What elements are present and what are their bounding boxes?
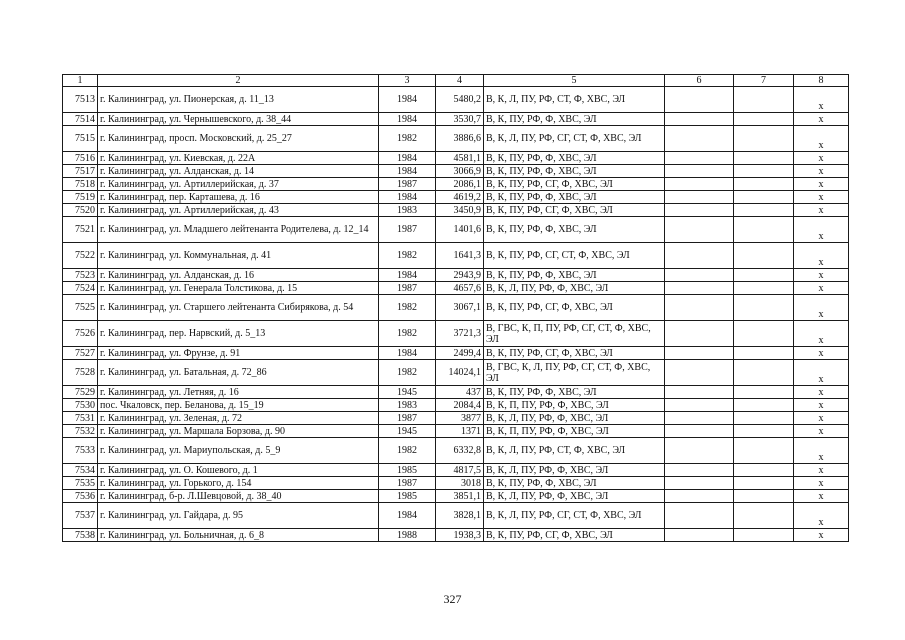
- header-cell: 3: [379, 75, 436, 87]
- area-cell: 1401,6: [436, 217, 484, 243]
- codes-cell: В, К, ПУ, РФ, СГ, Ф, ХВС, ЭЛ: [484, 204, 665, 217]
- column-8-cell: x: [794, 126, 849, 152]
- codes-cell: В, К, ПУ, РФ, Ф, ХВС, ЭЛ: [484, 165, 665, 178]
- column-7-cell: [734, 438, 794, 464]
- year-cell: 1984: [379, 87, 436, 113]
- column-8-cell: x: [794, 113, 849, 126]
- row-number: 7533: [63, 438, 98, 464]
- column-8-cell: x: [794, 347, 849, 360]
- column-6-cell: [665, 503, 734, 529]
- row-number: 7521: [63, 217, 98, 243]
- column-8-cell: x: [794, 152, 849, 165]
- area-cell: 1371: [436, 425, 484, 438]
- table-header-row: [63, 75, 849, 87]
- row-number: 7525: [63, 295, 98, 321]
- codes-cell: В, К, ПУ, РФ, СГ, Ф, ХВС, ЭЛ: [484, 295, 665, 321]
- area-cell: 6332,8: [436, 438, 484, 464]
- column-6-cell: [665, 412, 734, 425]
- codes-cell: В, К, Л, ПУ, РФ, Ф, ХВС, ЭЛ: [484, 490, 665, 503]
- codes-cell: В, К, Л, ПУ, РФ, Ф, ХВС, ЭЛ: [484, 412, 665, 425]
- column-7-cell: [734, 152, 794, 165]
- table-row: [63, 152, 849, 165]
- header-cell: 8: [794, 75, 849, 87]
- table-row: [63, 191, 849, 204]
- header-cell: 4: [436, 75, 484, 87]
- year-cell: 1982: [379, 126, 436, 152]
- codes-cell: В, К, ПУ, РФ, СГ, СТ, Ф, ХВС, ЭЛ: [484, 243, 665, 269]
- column-6-cell: [665, 321, 734, 347]
- column-6-cell: [665, 425, 734, 438]
- table-row: [63, 490, 849, 503]
- table-row: [63, 113, 849, 126]
- column-8-cell: x: [794, 217, 849, 243]
- address-cell: г. Калининград, ул. Горького, д. 154: [98, 477, 379, 490]
- column-7-cell: [734, 490, 794, 503]
- column-8-cell: x: [794, 464, 849, 477]
- area-cell: 2943,9: [436, 269, 484, 282]
- column-8-cell: x: [794, 386, 849, 399]
- page-number: 327: [443, 592, 462, 606]
- row-number: 7522: [63, 243, 98, 269]
- year-cell: 1945: [379, 425, 436, 438]
- column-6-cell: [665, 386, 734, 399]
- year-cell: 1982: [379, 438, 436, 464]
- row-number: 7514: [63, 113, 98, 126]
- table-row: [63, 178, 849, 191]
- table-row: [63, 503, 849, 529]
- codes-cell: В, К, Л, ПУ, РФ, СТ, Ф, ХВС, ЭЛ: [484, 438, 665, 464]
- area-cell: 1938,3: [436, 529, 484, 542]
- table-row: [63, 477, 849, 490]
- area-cell: 2084,4: [436, 399, 484, 412]
- row-number: 7537: [63, 503, 98, 529]
- column-7-cell: [734, 503, 794, 529]
- area-cell: 4657,6: [436, 282, 484, 295]
- column-6-cell: [665, 295, 734, 321]
- column-7-cell: [734, 165, 794, 178]
- year-cell: 1985: [379, 464, 436, 477]
- column-8-cell: x: [794, 269, 849, 282]
- year-cell: 1987: [379, 282, 436, 295]
- column-7-cell: [734, 282, 794, 295]
- column-6-cell: [665, 217, 734, 243]
- area-cell: 3066,9: [436, 165, 484, 178]
- codes-cell: В, К, ПУ, РФ, СГ, Ф, ХВС, ЭЛ: [484, 529, 665, 542]
- column-6-cell: [665, 191, 734, 204]
- column-8-cell: x: [794, 412, 849, 425]
- table-row: [63, 321, 849, 347]
- year-cell: 1987: [379, 477, 436, 490]
- codes-cell: В, К, Л, ПУ, РФ, Ф, ХВС, ЭЛ: [484, 282, 665, 295]
- address-cell: г. Калининград, ул. Алданская, д. 14: [98, 165, 379, 178]
- table-row: [63, 282, 849, 295]
- codes-cell: В, К, Л, ПУ, РФ, СГ, СТ, Ф, ХВС, ЭЛ: [484, 126, 665, 152]
- row-number: 7518: [63, 178, 98, 191]
- column-8-cell: x: [794, 165, 849, 178]
- row-number: 7529: [63, 386, 98, 399]
- table-row: [63, 360, 849, 386]
- address-cell: г. Калининград, б-р. Л.Шевцовой, д. 38_40: [98, 490, 379, 503]
- table-row: [63, 438, 849, 464]
- address-cell: г. Калининград, ул. Пионерская, д. 11_13: [98, 87, 379, 113]
- row-number: 7527: [63, 347, 98, 360]
- year-cell: 1984: [379, 165, 436, 178]
- row-number: 7531: [63, 412, 98, 425]
- row-number: 7530: [63, 399, 98, 412]
- year-cell: 1984: [379, 347, 436, 360]
- row-number: 7516: [63, 152, 98, 165]
- column-7-cell: [734, 399, 794, 412]
- year-cell: 1945: [379, 386, 436, 399]
- area-cell: 3877: [436, 412, 484, 425]
- address-cell: г. Калининград, ул. Киевская, д. 22А: [98, 152, 379, 165]
- year-cell: 1982: [379, 321, 436, 347]
- row-number: 7535: [63, 477, 98, 490]
- column-7-cell: [734, 113, 794, 126]
- year-cell: 1984: [379, 152, 436, 165]
- table-row: [63, 399, 849, 412]
- row-number: 7536: [63, 490, 98, 503]
- column-6-cell: [665, 360, 734, 386]
- column-7-cell: [734, 217, 794, 243]
- table-row: [63, 87, 849, 113]
- column-8-cell: x: [794, 282, 849, 295]
- address-cell: г. Калининград, ул. Зеленая, д. 72: [98, 412, 379, 425]
- address-cell: г. Калининград, ул. О. Кошевого, д. 1: [98, 464, 379, 477]
- year-cell: 1984: [379, 269, 436, 282]
- address-cell: г. Калининград, ул. Младшего лейтенанта Родителева, д. 12_14: [98, 217, 379, 243]
- header-cell: 7: [734, 75, 794, 87]
- column-8-cell: x: [794, 321, 849, 347]
- codes-cell: В, К, ПУ, РФ, Ф, ХВС, ЭЛ: [484, 152, 665, 165]
- column-8-cell: x: [794, 191, 849, 204]
- column-8-cell: x: [794, 503, 849, 529]
- address-cell: г. Калининград, ул. Летняя, д. 16: [98, 386, 379, 399]
- column-6-cell: [665, 165, 734, 178]
- column-6-cell: [665, 438, 734, 464]
- column-7-cell: [734, 295, 794, 321]
- codes-cell: В, К, П, ПУ, РФ, Ф, ХВС, ЭЛ: [484, 399, 665, 412]
- table-row: [63, 217, 849, 243]
- column-7-cell: [734, 321, 794, 347]
- header-cell: 1: [63, 75, 98, 87]
- column-7-cell: [734, 269, 794, 282]
- column-6-cell: [665, 269, 734, 282]
- column-6-cell: [665, 464, 734, 477]
- column-7-cell: [734, 243, 794, 269]
- column-6-cell: [665, 399, 734, 412]
- address-cell: г. Калининград, ул. Коммунальная, д. 41: [98, 243, 379, 269]
- row-number: 7515: [63, 126, 98, 152]
- address-cell: г. Калининград, ул. Артиллерийская, д. 37: [98, 178, 379, 191]
- year-cell: 1988: [379, 529, 436, 542]
- table-row: [63, 412, 849, 425]
- codes-cell: В, К, ПУ, РФ, СГ, Ф, ХВС, ЭЛ: [484, 347, 665, 360]
- codes-cell: В, К, ПУ, РФ, Ф, ХВС, ЭЛ: [484, 269, 665, 282]
- area-cell: 3828,1: [436, 503, 484, 529]
- year-cell: 1983: [379, 399, 436, 412]
- address-cell: г. Калининград, пер. Нарвский, д. 5_13: [98, 321, 379, 347]
- header-cell: 5: [484, 75, 665, 87]
- table-row: [63, 464, 849, 477]
- area-cell: 3886,6: [436, 126, 484, 152]
- column-7-cell: [734, 87, 794, 113]
- table-row: [63, 243, 849, 269]
- codes-cell: В, К, Л, ПУ, РФ, СТ, Ф, ХВС, ЭЛ: [484, 87, 665, 113]
- column-7-cell: [734, 412, 794, 425]
- year-cell: 1987: [379, 217, 436, 243]
- area-cell: 3721,3: [436, 321, 484, 347]
- area-cell: 14024,1: [436, 360, 484, 386]
- column-6-cell: [665, 490, 734, 503]
- table-row: [63, 386, 849, 399]
- table-row: [63, 295, 849, 321]
- area-cell: 4581,1: [436, 152, 484, 165]
- column-8-cell: x: [794, 438, 849, 464]
- column-8-cell: x: [794, 399, 849, 412]
- column-7-cell: [734, 360, 794, 386]
- column-6-cell: [665, 178, 734, 191]
- area-cell: 2086,1: [436, 178, 484, 191]
- year-cell: 1982: [379, 243, 436, 269]
- column-7-cell: [734, 204, 794, 217]
- year-cell: 1987: [379, 178, 436, 191]
- address-cell: г. Калининград, ул. Алданская, д. 16: [98, 269, 379, 282]
- header-cell: 6: [665, 75, 734, 87]
- codes-cell: В, К, П, ПУ, РФ, Ф, ХВС, ЭЛ: [484, 425, 665, 438]
- year-cell: 1985: [379, 490, 436, 503]
- year-cell: 1982: [379, 360, 436, 386]
- codes-cell: В, К, ПУ, РФ, Ф, ХВС, ЭЛ: [484, 191, 665, 204]
- row-number: 7524: [63, 282, 98, 295]
- row-number: 7534: [63, 464, 98, 477]
- address-cell: пос. Чкаловск, пер. Беланова, д. 15_19: [98, 399, 379, 412]
- column-8-cell: x: [794, 490, 849, 503]
- housing-table: [62, 74, 849, 542]
- address-cell: г. Калининград, ул. Мариупольская, д. 5_9: [98, 438, 379, 464]
- codes-cell: В, К, ПУ, РФ, Ф, ХВС, ЭЛ: [484, 113, 665, 126]
- table-row: [63, 425, 849, 438]
- table-row: [63, 165, 849, 178]
- table-row: [63, 347, 849, 360]
- codes-cell: В, ГВС, К, П, ПУ, РФ, СГ, СТ, Ф, ХВС, ЭЛ: [484, 321, 665, 347]
- column-6-cell: [665, 347, 734, 360]
- row-number: 7526: [63, 321, 98, 347]
- address-cell: г. Калининград, ул. Гайдара, д. 95: [98, 503, 379, 529]
- area-cell: 3450,9: [436, 204, 484, 217]
- year-cell: 1983: [379, 204, 436, 217]
- area-cell: 3018: [436, 477, 484, 490]
- row-number: 7520: [63, 204, 98, 217]
- year-cell: 1987: [379, 412, 436, 425]
- table-row: [63, 204, 849, 217]
- column-7-cell: [734, 386, 794, 399]
- area-cell: 1641,3: [436, 243, 484, 269]
- row-number: 7517: [63, 165, 98, 178]
- column-7-cell: [734, 464, 794, 477]
- column-7-cell: [734, 191, 794, 204]
- column-8-cell: x: [794, 360, 849, 386]
- table-row: [63, 269, 849, 282]
- row-number: 7519: [63, 191, 98, 204]
- address-cell: г. Калининград, просп. Московский, д. 25_27: [98, 126, 379, 152]
- year-cell: 1984: [379, 113, 436, 126]
- area-cell: 3851,1: [436, 490, 484, 503]
- column-6-cell: [665, 282, 734, 295]
- column-7-cell: [734, 477, 794, 490]
- column-6-cell: [665, 87, 734, 113]
- column-6-cell: [665, 113, 734, 126]
- column-7-cell: [734, 529, 794, 542]
- column-6-cell: [665, 477, 734, 490]
- codes-cell: В, К, Л, ПУ, РФ, СГ, СТ, Ф, ХВС, ЭЛ: [484, 503, 665, 529]
- codes-cell: В, К, ПУ, РФ, Ф, ХВС, ЭЛ: [484, 386, 665, 399]
- row-number: 7528: [63, 360, 98, 386]
- column-8-cell: x: [794, 425, 849, 438]
- row-number: 7532: [63, 425, 98, 438]
- address-cell: г. Калининград, ул. Старшего лейтенанта Сибирякова, д. 54: [98, 295, 379, 321]
- area-cell: 4817,5: [436, 464, 484, 477]
- area-cell: 5480,2: [436, 87, 484, 113]
- codes-cell: В, К, ПУ, РФ, СГ, Ф, ХВС, ЭЛ: [484, 178, 665, 191]
- column-7-cell: [734, 425, 794, 438]
- column-8-cell: x: [794, 529, 849, 542]
- column-8-cell: x: [794, 87, 849, 113]
- column-6-cell: [665, 126, 734, 152]
- row-number: 7538: [63, 529, 98, 542]
- column-8-cell: x: [794, 477, 849, 490]
- address-cell: г. Калининград, ул. Батальная, д. 72_86: [98, 360, 379, 386]
- year-cell: 1982: [379, 295, 436, 321]
- table-body: [63, 75, 849, 542]
- area-cell: 4619,2: [436, 191, 484, 204]
- codes-cell: В, ГВС, К, Л, ПУ, РФ, СГ, СТ, Ф, ХВС, ЭЛ: [484, 360, 665, 386]
- column-8-cell: x: [794, 243, 849, 269]
- column-8-cell: x: [794, 204, 849, 217]
- column-6-cell: [665, 529, 734, 542]
- column-7-cell: [734, 347, 794, 360]
- address-cell: г. Калининград, ул. Фрунзе, д. 91: [98, 347, 379, 360]
- column-6-cell: [665, 243, 734, 269]
- address-cell: г. Калининград, пер. Карташева, д. 16: [98, 191, 379, 204]
- header-cell: 2: [98, 75, 379, 87]
- column-8-cell: x: [794, 178, 849, 191]
- area-cell: 437: [436, 386, 484, 399]
- column-6-cell: [665, 204, 734, 217]
- column-7-cell: [734, 126, 794, 152]
- table-row: [63, 529, 849, 542]
- table-row: [63, 126, 849, 152]
- row-number: 7523: [63, 269, 98, 282]
- codes-cell: В, К, ПУ, РФ, Ф, ХВС, ЭЛ: [484, 217, 665, 243]
- year-cell: 1984: [379, 503, 436, 529]
- area-cell: 2499,4: [436, 347, 484, 360]
- address-cell: г. Калининград, ул. Маршала Борзова, д. 90: [98, 425, 379, 438]
- address-cell: г. Калининград, ул. Артиллерийская, д. 43: [98, 204, 379, 217]
- column-6-cell: [665, 152, 734, 165]
- codes-cell: В, К, ПУ, РФ, Ф, ХВС, ЭЛ: [484, 477, 665, 490]
- year-cell: 1984: [379, 191, 436, 204]
- address-cell: г. Калининград, ул. Чернышевского, д. 38_44: [98, 113, 379, 126]
- codes-cell: В, К, Л, ПУ, РФ, Ф, ХВС, ЭЛ: [484, 464, 665, 477]
- address-cell: г. Калининград, ул. Больничная, д. 6_8: [98, 529, 379, 542]
- column-7-cell: [734, 178, 794, 191]
- row-number: 7513: [63, 87, 98, 113]
- area-cell: 3067,1: [436, 295, 484, 321]
- column-8-cell: x: [794, 295, 849, 321]
- area-cell: 3530,7: [436, 113, 484, 126]
- address-cell: г. Калининград, ул. Генерала Толстикова, д. 15: [98, 282, 379, 295]
